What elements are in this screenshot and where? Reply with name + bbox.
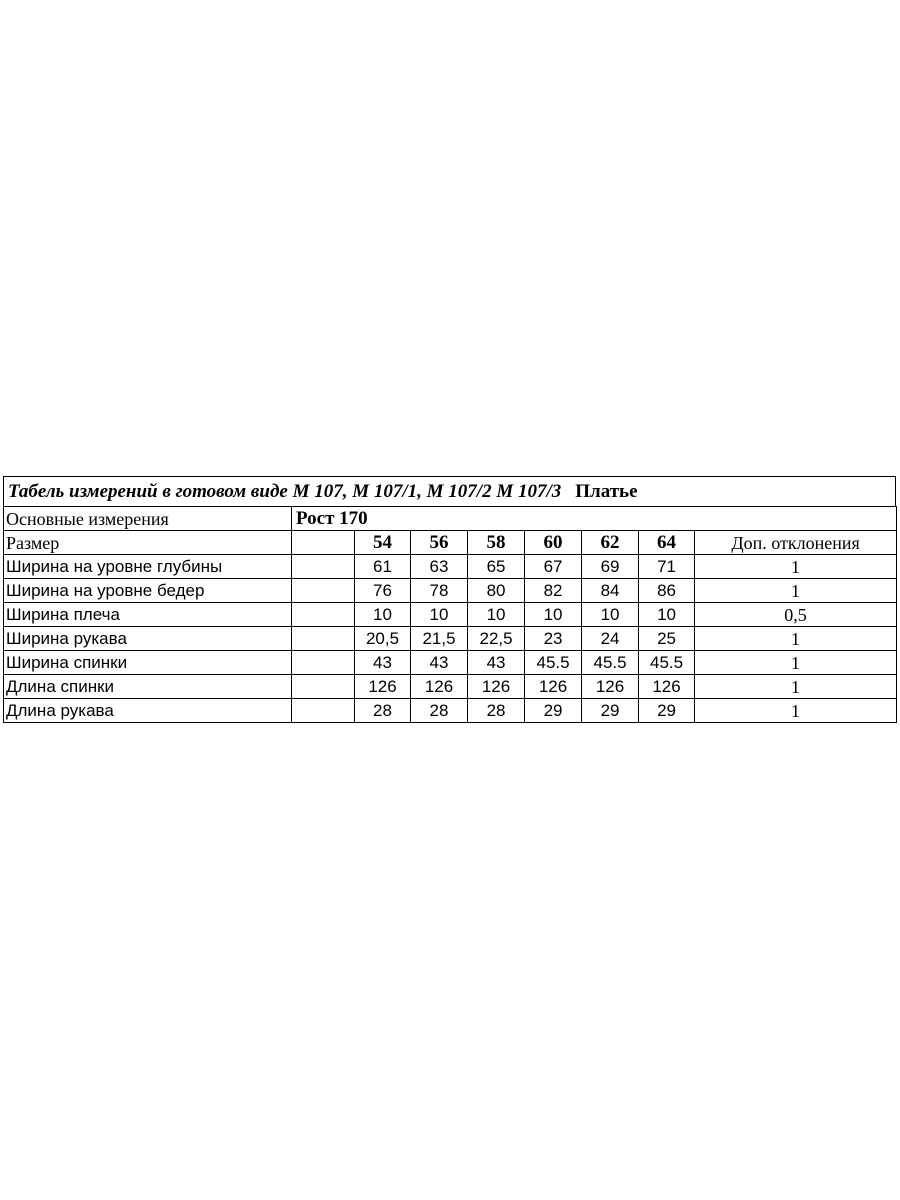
table-row: [4, 603, 897, 627]
cell-value: 24: [582, 627, 639, 651]
cell-value: 80: [468, 579, 525, 603]
cell-value: 86: [639, 579, 695, 603]
row-label: Длина рукава: [4, 699, 292, 723]
cell-value: 29: [582, 699, 639, 723]
row-label: Ширина на уровне бедер: [4, 579, 292, 603]
cell-value: 63: [411, 555, 468, 579]
cell-value: 45.5: [525, 651, 582, 675]
header-row-basic: [4, 507, 897, 531]
row-label: Ширина спинки: [4, 651, 292, 675]
size-64: 64: [639, 531, 695, 555]
cell-value: 126: [639, 675, 695, 699]
cell-value: 20,5: [355, 627, 411, 651]
cell-value: 61: [355, 555, 411, 579]
cell-value: 10: [355, 603, 411, 627]
table-row: [4, 555, 897, 579]
size-62: 62: [582, 531, 639, 555]
cell-value: 25: [639, 627, 695, 651]
basic-measurements-label: Основные измерения: [4, 507, 292, 531]
size-label: Размер: [4, 531, 292, 555]
cell-value: 43: [355, 651, 411, 675]
title-row: [3, 476, 896, 506]
cell-value: 10: [468, 603, 525, 627]
table-row: [4, 699, 897, 723]
row-label: Ширина на уровне глубины: [4, 555, 292, 579]
tolerance-value: 1: [695, 627, 897, 651]
cell-value: 126: [525, 675, 582, 699]
row-label: Ширина рукава: [4, 627, 292, 651]
cell-value: 45.5: [582, 651, 639, 675]
tolerance-value: 1: [695, 699, 897, 723]
header-row-sizes: [4, 531, 897, 555]
cell-value: 10: [411, 603, 468, 627]
cell-value: 43: [411, 651, 468, 675]
cell-value: 22,5: [468, 627, 525, 651]
size-60: 60: [525, 531, 582, 555]
cell-value: 126: [582, 675, 639, 699]
cell-value: 29: [639, 699, 695, 723]
cell-value: 10: [582, 603, 639, 627]
cell-value: 45.5: [639, 651, 695, 675]
table-row: [4, 627, 897, 651]
table-row: [4, 675, 897, 699]
table-row: [4, 579, 897, 603]
measurement-sheet: [3, 476, 896, 723]
product-name: Платье: [575, 480, 638, 502]
tolerance-value: 1: [695, 579, 897, 603]
tolerance-value: 1: [695, 651, 897, 675]
cell-value: 78: [411, 579, 468, 603]
size-54: 54: [355, 531, 411, 555]
size-58: 58: [468, 531, 525, 555]
size-56: 56: [411, 531, 468, 555]
row-label: Ширина плеча: [4, 603, 292, 627]
tolerance-value: 0,5: [695, 603, 897, 627]
cell-value: 28: [355, 699, 411, 723]
cell-value: 29: [525, 699, 582, 723]
cell-value: 65: [468, 555, 525, 579]
cell-value: 67: [525, 555, 582, 579]
cell-value: 69: [582, 555, 639, 579]
cell-value: 126: [355, 675, 411, 699]
cell-value: 10: [525, 603, 582, 627]
cell-value: 21,5: [411, 627, 468, 651]
height-label: Рост 170: [292, 507, 468, 531]
cell-value: 126: [411, 675, 468, 699]
row-label: Длина спинки: [4, 675, 292, 699]
cell-value: 28: [411, 699, 468, 723]
cell-value: 82: [525, 579, 582, 603]
cell-value: 71: [639, 555, 695, 579]
measurement-table: [3, 506, 897, 723]
cell-value: 28: [468, 699, 525, 723]
table-row: [4, 651, 897, 675]
cell-value: 23: [525, 627, 582, 651]
cell-value: 126: [468, 675, 525, 699]
cell-value: 10: [639, 603, 695, 627]
cell-value: 43: [468, 651, 525, 675]
tolerance-value: 1: [695, 675, 897, 699]
cell-value: 84: [582, 579, 639, 603]
tolerance-label: Доп. отклонения: [695, 531, 897, 555]
tolerance-value: 1: [695, 555, 897, 579]
cell-value: 76: [355, 579, 411, 603]
table-title: Табель измерений в готовом виде М 107, М 107/1, М 107/2 М 107/3: [8, 480, 562, 502]
